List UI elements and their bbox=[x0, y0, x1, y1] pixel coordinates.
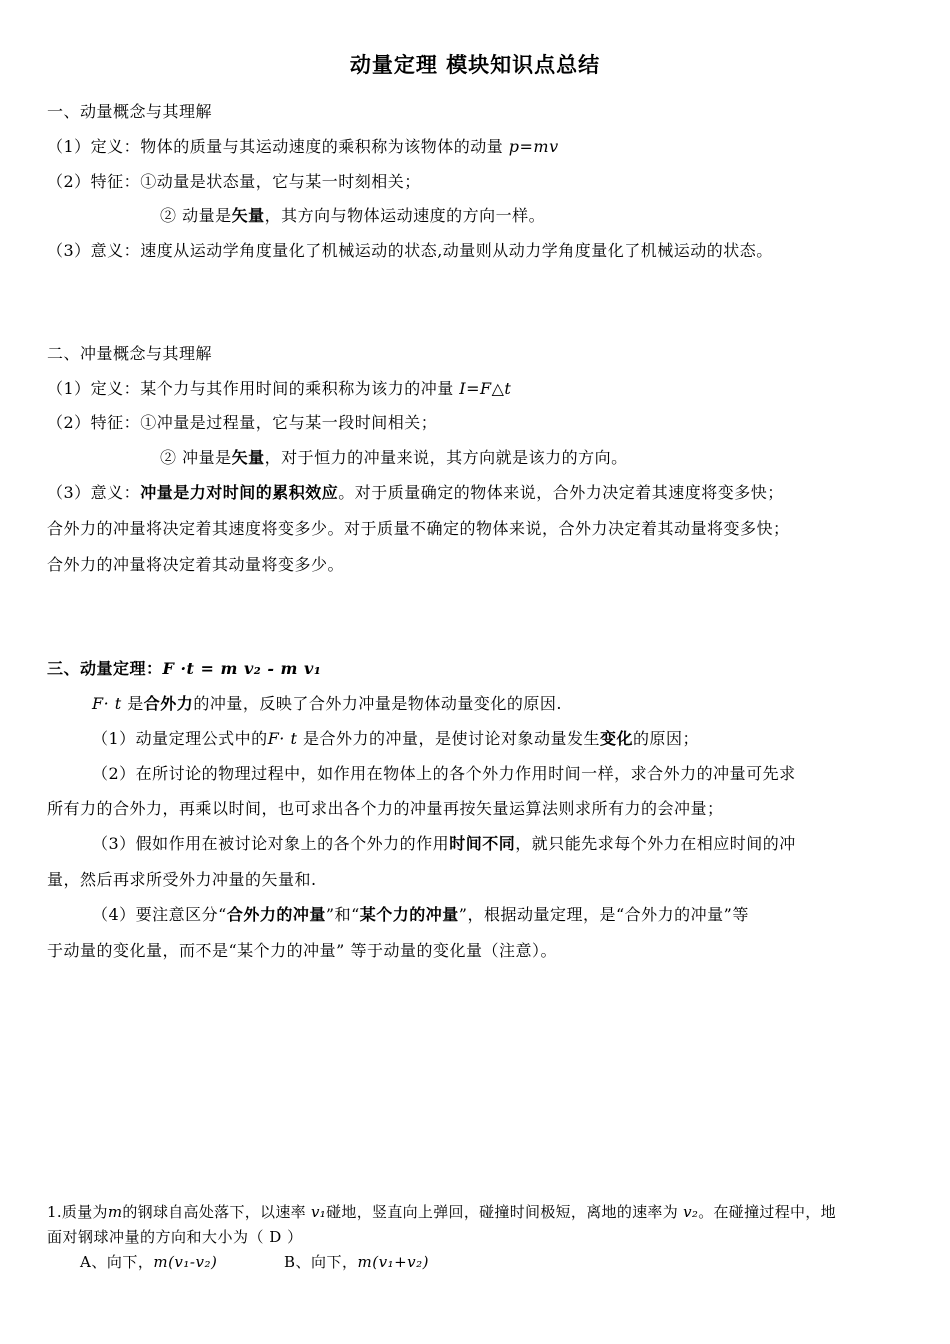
section-1-heading: 一、动量概念与其理解 bbox=[47, 102, 213, 121]
s3-paragraph-2-line-2: 所有力的合外力，再乘以时间，也可求出各个力的冲量再按矢量运算法则求所有力的会冲量； bbox=[47, 799, 724, 818]
s2-meaning-line-3: 合外力的冲量将决定着其动量将变多少。 bbox=[47, 555, 345, 574]
s1-meaning bbox=[47, 240, 773, 262]
q1-option-b-label: B、向下， bbox=[284, 1253, 358, 1271]
s1-mean-label: （3）意义： bbox=[47, 241, 141, 260]
s1-feat2-b: ，其方向与物体运动速度的方向一样。 bbox=[264, 206, 546, 225]
s3-paragraph-3-line-1 bbox=[92, 833, 796, 855]
s2-meaning-line-2: 合外力的冲量将决定着其速度将变多少。对于质量不确定的物体来说，合外力决定着其动量将变多快； bbox=[47, 519, 790, 538]
page-title: 动量定理 模块知识点总结 bbox=[349, 52, 601, 77]
q1-v2-symbol: v₂ bbox=[683, 1203, 699, 1221]
s2-feat1: ①冲量是过程量，它与某一段时间相关； bbox=[140, 413, 438, 432]
question-1-line-1 bbox=[47, 1201, 836, 1223]
s3-p0-a: 是 bbox=[121, 694, 144, 713]
s3-paragraph-0 bbox=[92, 693, 562, 715]
s1-mean-text: 速度从运动学角度量化了机械运动的状态,动量则从动力学角度量化了机械运动的状态。 bbox=[140, 241, 773, 260]
s2-mean-label: （3）意义： bbox=[47, 483, 141, 502]
s2-feat2-bold: 矢量 bbox=[231, 448, 265, 467]
s3-p1-formula: F· t bbox=[267, 729, 298, 748]
s3-p3-bold: 时间不同 bbox=[449, 834, 516, 853]
s3-p0-bold: 合外力 bbox=[143, 694, 194, 713]
s1-feat2-bold: 矢量 bbox=[231, 206, 265, 225]
s3-p4-bold-2: 某个力的冲量 bbox=[359, 905, 459, 924]
question-1-line-2: 面对钢球冲量的方向和大小为（ D ） bbox=[47, 1228, 303, 1246]
s2-def-formula: I=F△t bbox=[459, 379, 512, 398]
s2-definition bbox=[47, 378, 511, 400]
q1-option-a-label: A、向下， bbox=[80, 1253, 154, 1271]
s3-p0-b: 的冲量，反映了合外力冲量是物体动量变化的原因. bbox=[193, 694, 562, 713]
s3-p1-a: （1）动量定理公式中的 bbox=[92, 729, 268, 748]
q1-line1-c: 碰地，竖直向上弹回，碰撞时间极短，离地的速率为 bbox=[326, 1203, 684, 1221]
s1-feat1: ①动量是状态量，它与某一时刻相关； bbox=[140, 172, 421, 191]
s3-p4-bold-1: 合外力的冲量 bbox=[226, 905, 326, 924]
q1-option-a[interactable] bbox=[80, 1251, 217, 1273]
q1-option-b[interactable] bbox=[284, 1251, 429, 1273]
q1-line1-a: 质量为 bbox=[61, 1203, 108, 1221]
q1-v1-symbol: v₁ bbox=[311, 1203, 327, 1221]
q1-option-a-formula: m(v₁-v₂) bbox=[153, 1253, 218, 1271]
section-3-heading bbox=[47, 658, 321, 680]
s1-def-label: （1）定义： bbox=[47, 137, 141, 156]
s3-heading-text: 三、动量定理： bbox=[47, 659, 163, 678]
s1-def-formula: p=mv bbox=[508, 137, 559, 156]
s2-def-text: 某个力与其作用时间的乘积称为该力的冲量 bbox=[140, 379, 460, 398]
s3-paragraph-2-line-1: （2）在所讨论的物理过程中，如作用在物体上的各个外力作用时间一样，求合外力的冲量可先求 bbox=[92, 764, 796, 783]
s3-p4-c: ”，根据动量定理，是“合外力的冲量”等 bbox=[458, 905, 749, 924]
q1-option-b-formula: m(v₁+v₂) bbox=[357, 1253, 430, 1271]
s1-feat2-a: ② 动量是 bbox=[160, 206, 232, 225]
s3-paragraph-1 bbox=[92, 728, 699, 750]
s2-feature-2 bbox=[160, 447, 628, 469]
s3-p4-b: ”和“ bbox=[325, 905, 360, 924]
s3-p1-b: 是合外力的冲量，是使讨论对象动量发生 bbox=[297, 729, 600, 748]
s2-def-label: （1）定义： bbox=[47, 379, 141, 398]
s2-mean-text-1: 。对于质量确定的物体来说，合外力决定着其速度将变多快； bbox=[338, 483, 784, 502]
s1-def-text: 物体的质量与其运动速度的乘积称为该物体的动量 bbox=[140, 137, 509, 156]
s2-feat2-a: ② 冲量是 bbox=[160, 448, 232, 467]
q1-line1-d: 。在碰撞过程中，地 bbox=[698, 1203, 836, 1221]
s1-feature-2 bbox=[160, 205, 545, 227]
s3-paragraph-4-line-2: 于动量的变化量，而不是“某个力的冲量” 等于动量的变化量（注意）。 bbox=[47, 941, 557, 960]
s1-feature-1 bbox=[47, 171, 421, 193]
s3-p0-formula: F· t bbox=[92, 694, 122, 713]
s1-feat-label: （2）特征： bbox=[47, 172, 141, 191]
s2-feat-label: （2）特征： bbox=[47, 413, 141, 432]
s3-p3-b: ，就只能先求每个外力在相应时间的冲 bbox=[515, 834, 796, 853]
section-2-heading: 二、冲量概念与其理解 bbox=[47, 344, 213, 363]
s2-meaning-line-1 bbox=[47, 482, 784, 504]
s2-feature-1 bbox=[47, 412, 437, 434]
q1-mass-symbol: m bbox=[107, 1203, 123, 1221]
s3-paragraph-4-line-1 bbox=[92, 904, 749, 926]
s3-p3-a: （3）假如作用在被讨论对象上的各个外力的作用 bbox=[92, 834, 450, 853]
s1-definition bbox=[47, 136, 559, 158]
s3-theorem-formula: F ·t = m v₂ - m v₁ bbox=[162, 659, 322, 678]
q1-line1-b: 的钢球自高处落下，以速率 bbox=[122, 1203, 312, 1221]
s3-paragraph-3-line-2: 量，然后再求所受外力冲量的矢量和. bbox=[47, 870, 317, 889]
s3-p4-a: （4）要注意区分“ bbox=[92, 905, 227, 924]
s3-p1-c: 的原因； bbox=[633, 729, 700, 748]
s3-p1-bold: 变化 bbox=[599, 729, 633, 748]
s2-feat2-b: ，对于恒力的冲量来说，其方向就是该力的方向。 bbox=[264, 448, 628, 467]
q1-number: 1. bbox=[47, 1203, 62, 1221]
s2-mean-bold: 冲量是力对时间的累积效应 bbox=[140, 483, 339, 502]
